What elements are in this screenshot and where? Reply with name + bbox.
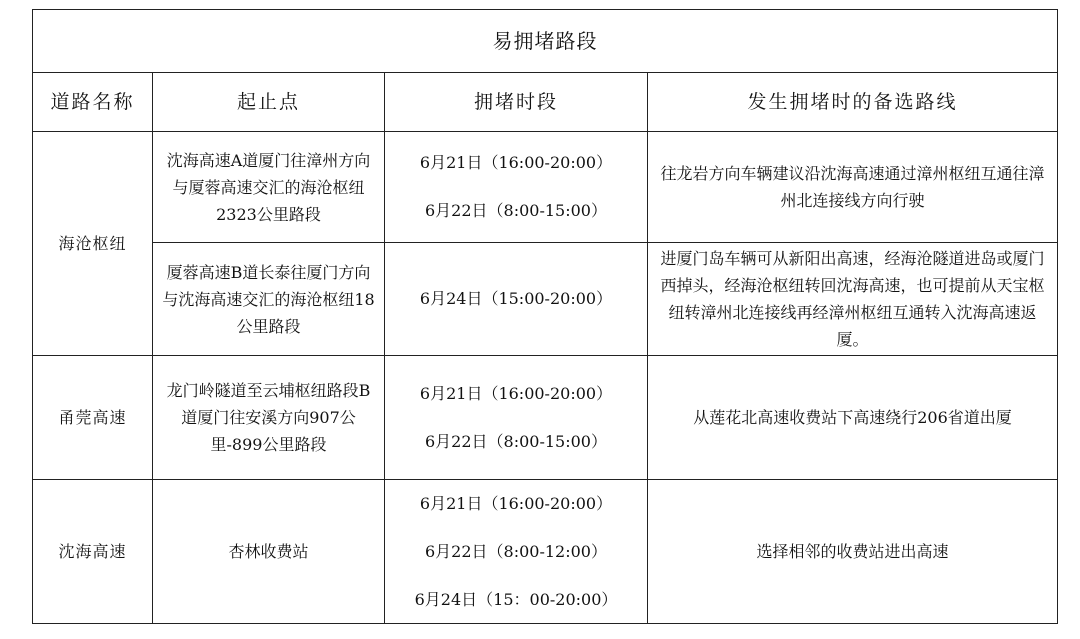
table-row	[33, 356, 1058, 480]
header-congestion-time: 拥堵时段	[385, 73, 648, 132]
header-alternative-route: 发生拥堵时的备选路线	[648, 73, 1058, 132]
time-slot: 6月22日（8:00-15:00）	[425, 201, 607, 220]
table-row	[33, 132, 1058, 243]
road-name-cell: 沈海高速	[33, 480, 153, 624]
table-row	[33, 243, 1058, 356]
time-cell	[385, 480, 648, 624]
table-row	[33, 480, 1058, 624]
section-cell: 龙门岭隧道至云埔枢纽路段B道厦门往安溪方向907公里-899公里路段	[153, 356, 385, 480]
alternative-route-cell: 从莲花北高速收费站下高速绕行206省道出厦	[648, 356, 1058, 480]
section-cell: 杏林收费站	[153, 480, 385, 624]
alternative-route-cell: 选择相邻的收费站进出高速	[648, 480, 1058, 624]
time-slot: 6月21日（16:00-20:00）	[419, 383, 613, 403]
time-slot: 6月24日（15:00-20:00）	[419, 289, 613, 308]
road-name-cell: 甬莞高速	[33, 356, 153, 480]
time-cell	[385, 356, 648, 480]
time-slot: 6月21日（16:00-20:00）	[419, 493, 613, 513]
section-cell: 沈海高速A道厦门往漳州方向与厦蓉高速交汇的海沧枢纽2323公里路段	[153, 132, 385, 243]
alternative-route-cell: 进厦门岛车辆可从新阳出高速，经海沧隧道进岛或厦门西掉头，经海沧枢纽转回沈海高速，也可提前从天宝枢纽转漳州北连接线再经漳州枢纽互通转入沈海高速返厦。	[648, 243, 1058, 356]
time-cell	[385, 132, 648, 243]
road-name-cell: 海沧枢纽	[33, 132, 153, 356]
alternative-route-cell: 往龙岩方向车辆建议沿沈海高速通过漳州枢纽互通往漳州北连接线方向行驶	[648, 132, 1058, 243]
header-section: 起止点	[153, 73, 385, 132]
time-slot: 6月22日（8:00-15:00）	[425, 431, 607, 451]
time-cell	[385, 243, 648, 356]
congestion-table	[32, 9, 1058, 624]
section-cell: 厦蓉高速B道长泰往厦门方向与沈海高速交汇的海沧枢纽18公里路段	[153, 243, 385, 356]
header-road-name: 道路名称	[33, 73, 153, 132]
time-slot: 6月24日（15：00-20:00）	[414, 589, 618, 609]
time-slot: 6月21日（16:00-20:00）	[419, 153, 613, 172]
table-title: 易拥堵路段	[33, 10, 1058, 73]
time-slot: 6月22日（8:00-12:00）	[425, 541, 607, 561]
